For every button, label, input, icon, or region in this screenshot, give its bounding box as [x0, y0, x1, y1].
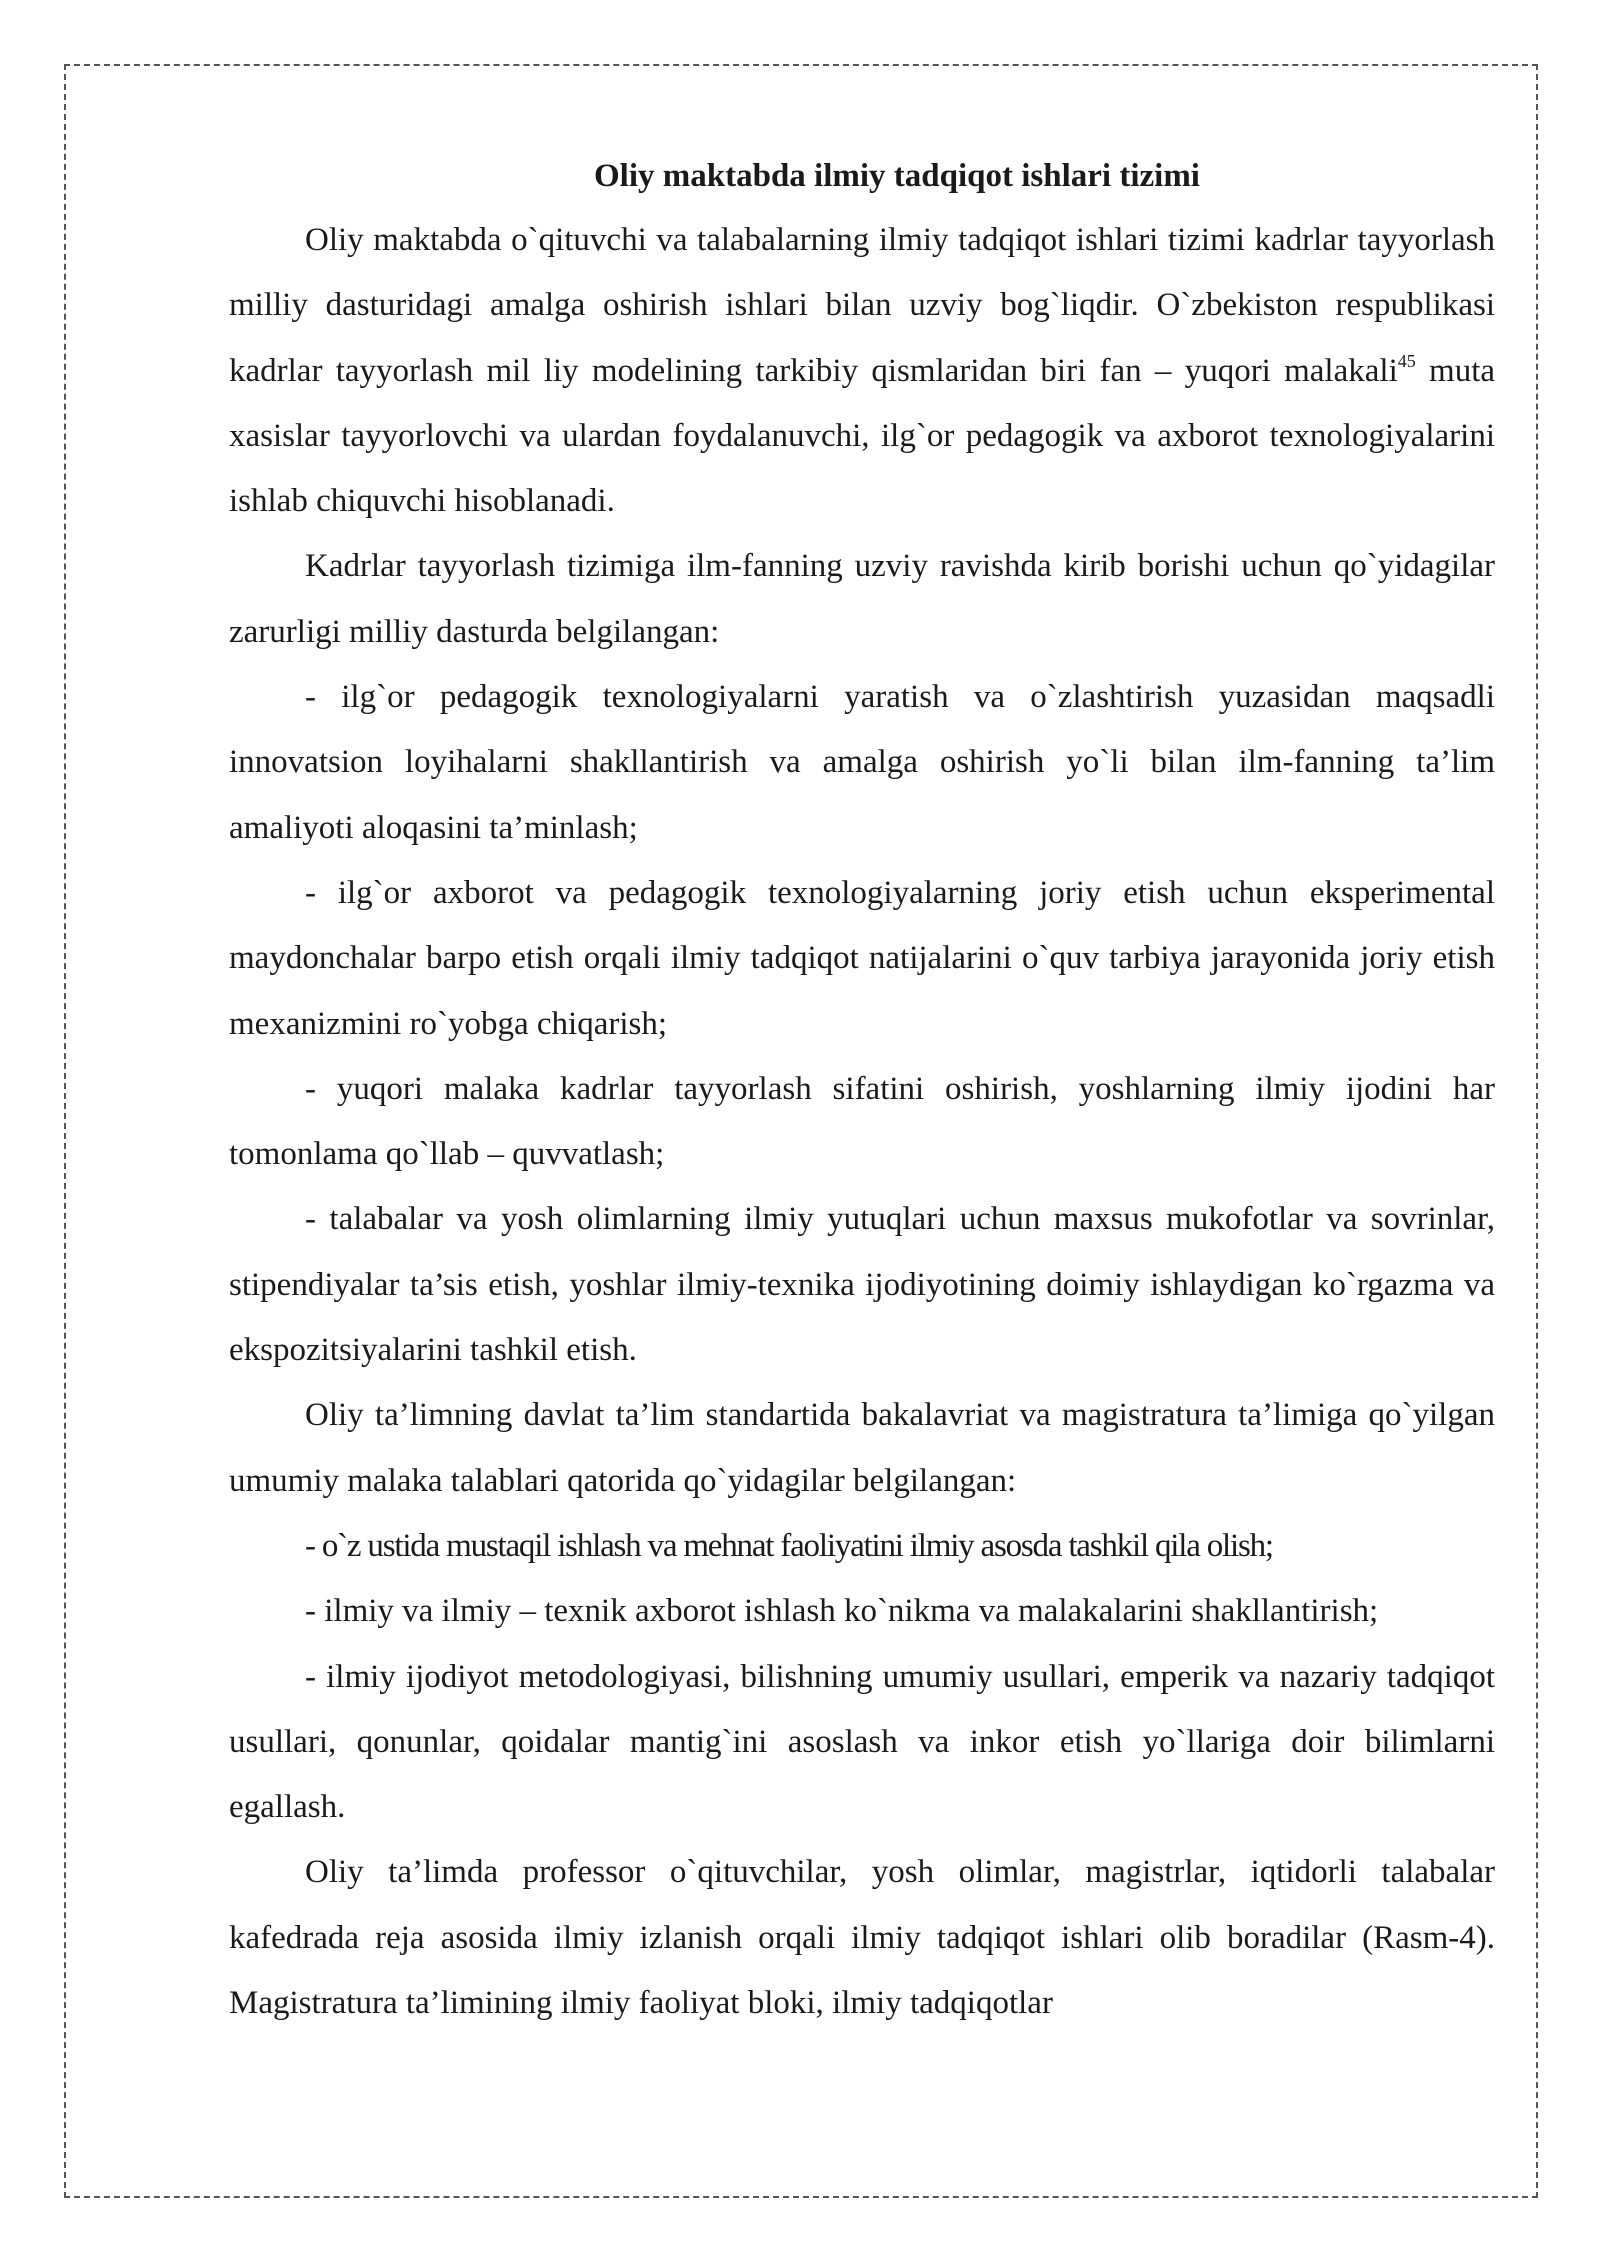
paragraph-intro-text-end: muta xasislar tayyorlovchi va ulardan foydalanuvchi, ilg`or pedagogik va axborot texnologiyalarini ishlab chiquvchi hisoblanadi. — [229, 352, 1496, 520]
list-item: - o`z ustida mustaqil ishlash va mehnat faoliyatini ilmiy asosda tashkil qila olish; — [305, 1527, 1273, 1564]
list-item: - ilg`or pedagogik texnologiyalarni yaratish va o`zlashtirish yuzasidan maqsadli innovatsion loyihalarni shakllantirish va amalga oshirish yo`li bilan ilm-fanning ta’lim amaliyoti aloqasini ta’minlash; — [229, 679, 1495, 846]
paragraph-standard: Oliy ta’limning davlat ta’lim standartida bakalavriat va magistratura ta’limiga qo`yilgan umumiy malaka talablari qatorida qo`yidagilar belgilangan: — [229, 1397, 1495, 1499]
paragraph-professors: Oliy ta’limda professor o`qituvchilar, yosh olimlar, magistrlar, iqtidorli talabalar kafedrada reja asosida ilmiy izlanish orqali ilmiy tadqiqot ishlari olib boradilar (Rasm-4). Magistratura ta’limining ilmiy faoliyat bloki, ilmiy tadqiqotlar — [229, 1854, 1495, 2022]
list-item: - ilmiy ijodiyot metodologiyasi, bilishning umumiy usullari, emperik va nazariy tadqiqot usullari, qonunlar, qoidalar mantig`ini asoslash va inkor etish yo`llariga doir bilimlarni egallash. — [229, 1658, 1495, 1826]
list-item: - talabalar va yosh olimlarning ilmiy yutuqlari uchun maxsus mukofotlar va sovrinlar, stipendiyalar ta’sis etish, yoshlar ilmiy-texnika ijodiyotining doimiy ishlaydigan ko`rgazma va ekspozitsiyalarini tashkil etish. — [229, 1201, 1495, 1369]
list-item: - ilg`or axborot va pedagogik texnologiyalarning joriy etish uchun eksperimental maydonchalar barpo etish orqali ilmiy tadqiqot natijalarini o`quv tarbiya jarayonida joriy etish mexanizmini ro`yobga chiqarish; — [229, 874, 1495, 1042]
document-body — [229, 150, 1495, 2036]
paragraph-intro-text-start: Oliy maktabda o`qituvchi va talabalarning ilmiy tadqiqot ishlari tizimi kadrlar tayyorlash milliy dasturidagi amalga oshirish ishlari bilan uzviy bog`liqdir. O`zbekiston respublikasi kadrlar tayyorlash mil liy modelining tarkibiy qismlaridan biri fan – yuqori malakali — [229, 222, 1495, 389]
document-title: Oliy maktabda ilmiy tadqiqot ishlari tizimi — [594, 158, 1200, 194]
footnote-marker[interactable]: 45 — [1397, 350, 1416, 371]
paragraph-intro — [229, 208, 1495, 534]
paragraph-kadrlar: Kadrlar tayyorlash tizimiga ilm-fanning uzviy ravishda kirib borishi uchun qo`yidagilar zarurligi milliy dasturda belgilangan: — [229, 548, 1495, 650]
list-item: - ilmiy va ilmiy – texnik axborot ishlash ko`nikma va malakalarini shakllantirish; — [305, 1593, 1379, 1630]
list-item: - yuqori malaka kadrlar tayyorlash sifatini oshirish, yoshlarning ilmiy ijodini har tomonlama qo`llab – quvvatlash; — [229, 1070, 1495, 1173]
